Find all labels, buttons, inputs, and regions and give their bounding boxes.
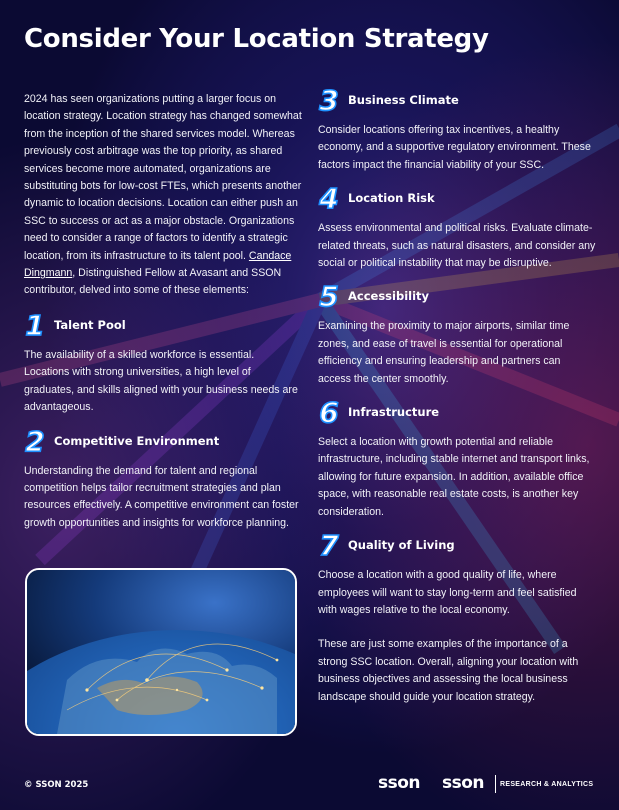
section-location-risk	[318, 183, 596, 272]
section-number: 4	[319, 184, 339, 213]
section-title: Quality of Living	[348, 538, 455, 553]
globe-network-image	[25, 568, 297, 736]
number-2-icon	[24, 427, 46, 455]
section-title: Business Climate	[348, 93, 459, 107]
sson-research-logo: sson	[442, 773, 485, 793]
section-body: Understanding the demand for talent and regional competition helps tailor recruitment strategies and plan resources effectively. A competitive environment can foster growth opportunities and insights for workforce planning.	[24, 464, 299, 529]
section-body: The availability of a skilled workforce is essential. Locations with strong universities, a high level of graduates, and skills aligned with your business needs are advantageous.	[24, 348, 298, 414]
section-number: 2	[25, 426, 45, 455]
section-body: Assess environmental and political risks. Evaluate climate-related threats, such as natural disasters, and consider any social or political instability that may be disruptive.	[318, 222, 596, 270]
section-body: Select a location with growth potential and reliable infrastructure, including stable internet and transport links, allowing for future expansion. In addition, available office space, with reasonable real estate costs, is another key consideration.	[318, 436, 590, 518]
section-business-climate	[318, 85, 596, 174]
section-number: 7	[319, 531, 339, 560]
section-talent-pool	[24, 310, 302, 417]
section-number: 3	[319, 86, 339, 114]
intro-paragraph	[24, 91, 302, 300]
section-title: Accessibility	[348, 289, 430, 304]
number-6-icon	[318, 398, 340, 426]
section-title: Competitive Environment	[54, 433, 220, 448]
copyright: © SSON 2025	[24, 780, 89, 790]
logo-subtitle: RESEARCH & ANALYTICS	[500, 781, 594, 788]
number-4-icon	[318, 184, 340, 212]
section-body: Examining the proximity to major airports, similar time zones, and ease of travel is essential for operational efficiency and ensuring leadership and partners can access the center smoothly.	[318, 320, 570, 385]
right-column	[318, 85, 596, 706]
section-title: Infrastructure	[348, 405, 440, 420]
section-competitive-environment	[24, 426, 302, 533]
intro-text: 2024 has seen organizations putting a larger focus on location strategy. Location strategy has changed somewhat from the inception of the shared services model. Whereas previously cost arbitrage was the top priority, as shared services become more automated, organizations are substituting bots for low-cost FTEs, which presents another dynamic to location decisions. Location can either push an SSC to success or act as a major obstacle. Organizations need to consider a range of factors to identify a strategic location, from its infrastructure to its talent pool.	[24, 93, 302, 262]
globe-illustration	[27, 570, 295, 734]
section-number: 5	[319, 282, 339, 311]
section-quality-of-living	[318, 530, 596, 619]
logo-divider	[495, 775, 496, 793]
sson-logo: sson	[378, 773, 421, 793]
section-number: 1	[25, 310, 45, 339]
number-3-icon	[318, 86, 340, 114]
left-column	[24, 91, 302, 532]
intro-text-end: , Distinguished Fellow at Avasant and SSON contributor, delved into some of these elements:	[24, 267, 282, 297]
section-infrastructure	[318, 397, 596, 521]
number-5-icon	[318, 282, 340, 310]
section-body: Choose a location with a good quality of life, where employees will want to stay long-term and feel satisfied with wages relative to the local economy.	[318, 569, 577, 616]
section-title: Location Risk	[348, 191, 435, 206]
section-accessibility	[318, 281, 596, 388]
section-body: Consider locations offering tax incentives, a healthy economy, and a supportive regulatory environment. These factors impact the financial viability of your SSC.	[318, 124, 591, 171]
section-number: 6	[319, 398, 339, 427]
number-7-icon	[318, 531, 340, 559]
section-title: Talent Pool	[54, 317, 126, 332]
author-link[interactable]: Candace Dingmann	[24, 249, 292, 280]
closing-paragraph: These are just some examples of the importance of a strong SSC location. Overall, aligning your location with business objectives and assessing the local business landscape should guide your location strategy.	[318, 638, 579, 703]
number-1-icon	[24, 311, 46, 339]
page-title: Consider Your Location Strategy	[24, 24, 489, 54]
